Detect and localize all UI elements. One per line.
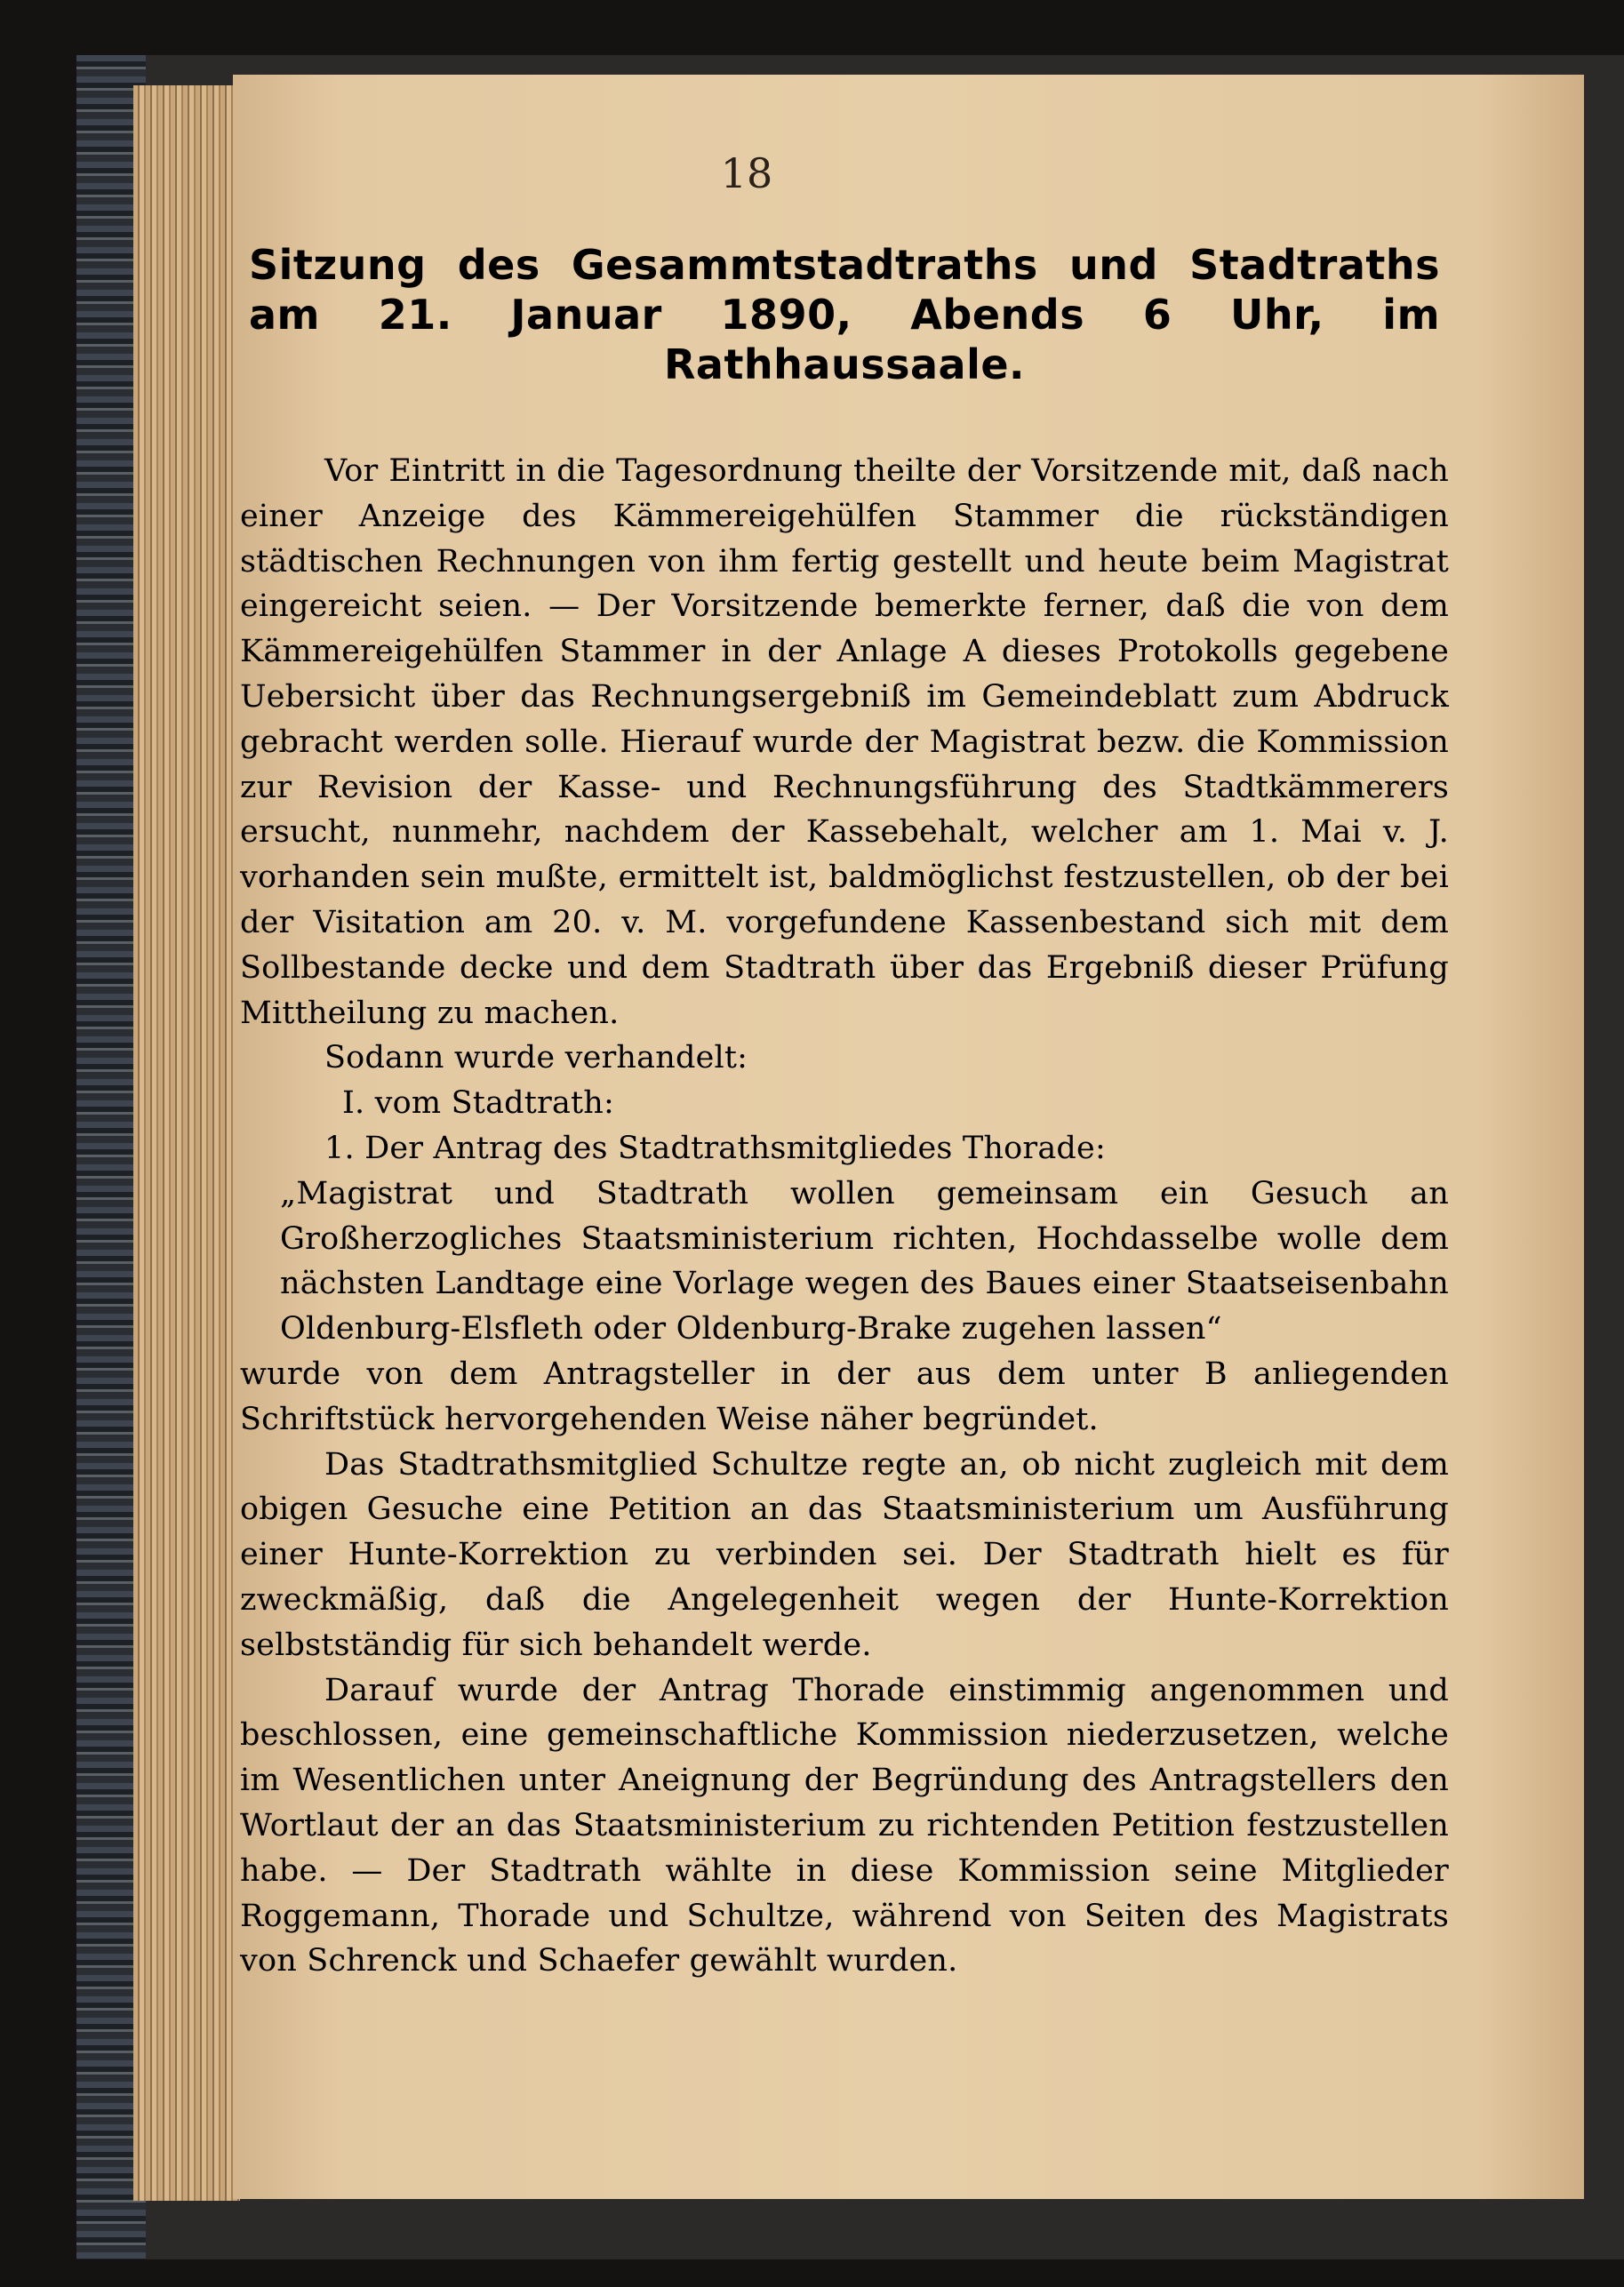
paragraph-opening: Vor Eintritt in die Tagesordnung theilte der Vorsitzende mit, daß nach einer Anzeige des Kämmereigehülfen Stammer die rückständigen städtischen Rechnungen von ihm fertig gestellt und heute beim Magistrat eingereicht seien. — Der Vorsitzende bemerkte ferner, daß die von dem Kämmereigehülfen Stammer in der Anlage A dieses Protokolls gegebene Uebersicht über das Rechnungsergebniß im Gemeindeblatt zum Abdruck gebracht werden solle. Hierauf wurde der Magistrat bezw. die Kommission zur Revision der Kasse- und Rechnungsführung des Stadtkämmerers ersucht, nunmehr, nachdem der Kassebehalt, welcher am 1. Mai v. J. vorhanden sein mußte, ermittelt ist, baldmöglichst festzustellen, ob der bei der Visitation am 20. v. M. vorgefundene Kassenbestand sich mit dem Sollbestande decke und dem Stadtrath über das Ergebniß dieser Prüfung Mittheilung zu machen. (240, 453, 1449, 1031)
motion-label: 1. Der Antrag des Stadtrathsmitgliedes Thorade: (324, 1130, 1106, 1166)
paragraph-schultze: Das Stadtrathsmitglied Schultze regte an, ob nicht zugleich mit dem obigen Gesuche eine Petition an das Staatsministerium um Ausführung einer Hunte-Korrektion zu verbinden sei. Der Stadtrath hielt es für zweckmäßig, daß die Angelegenheit wegen der Hunte-Korrektion selbstständig für sich behandelt werde. (240, 1446, 1449, 1663)
paragraph-resolution: Darauf wurde der Antrag Thorade einstimmig angenommen und beschlossen, eine gemeinschaftliche Kommission niederzusetzen, welche im Wesentlichen unter Aneignung der Begründung des Antragstellers den Wortlaut der an das Staatsministerium zu richtenden Petition festzustellen habe. — Der Stadtrath wählte in diese Kommission seine Mitglieder Roggemann, Thorade und Schultze, während von Seiten des Magistrats von Schrenck und Schaefer gewählt wurden. (240, 1672, 1449, 1979)
section-label: I. vom Stadtrath: (342, 1085, 615, 1122)
motion-quote: „Magistrat und Stadtrath wollen gemeinsam ein Gesuch an Großherzogliches Staatsministerium richten, Hochdasselbe wolle dem nächsten Landtage eine Vorlage wegen des Baues einer Staatseisenbahn Oldenburg-Elsfleth oder Oldenburg-Brake zugehen lassen“ (280, 1175, 1449, 1347)
page-number: 18 (720, 149, 773, 197)
paragraph-transition: Sodann wurde verhandelt: (324, 1040, 748, 1076)
paragraph-justification: wurde von dem Antragsteller in der aus dem unter B anliegenden Schriftstück hervorgehenden Weise näher begründet. (240, 1355, 1449, 1437)
body-text (240, 449, 1449, 1984)
page-edges (133, 85, 240, 2201)
section-heading: Sitzung des Gesammtstadtraths und Stadtraths am 21. Januar 1890, Abends 6 Uhr, im Rathhaussaale. (249, 241, 1440, 388)
